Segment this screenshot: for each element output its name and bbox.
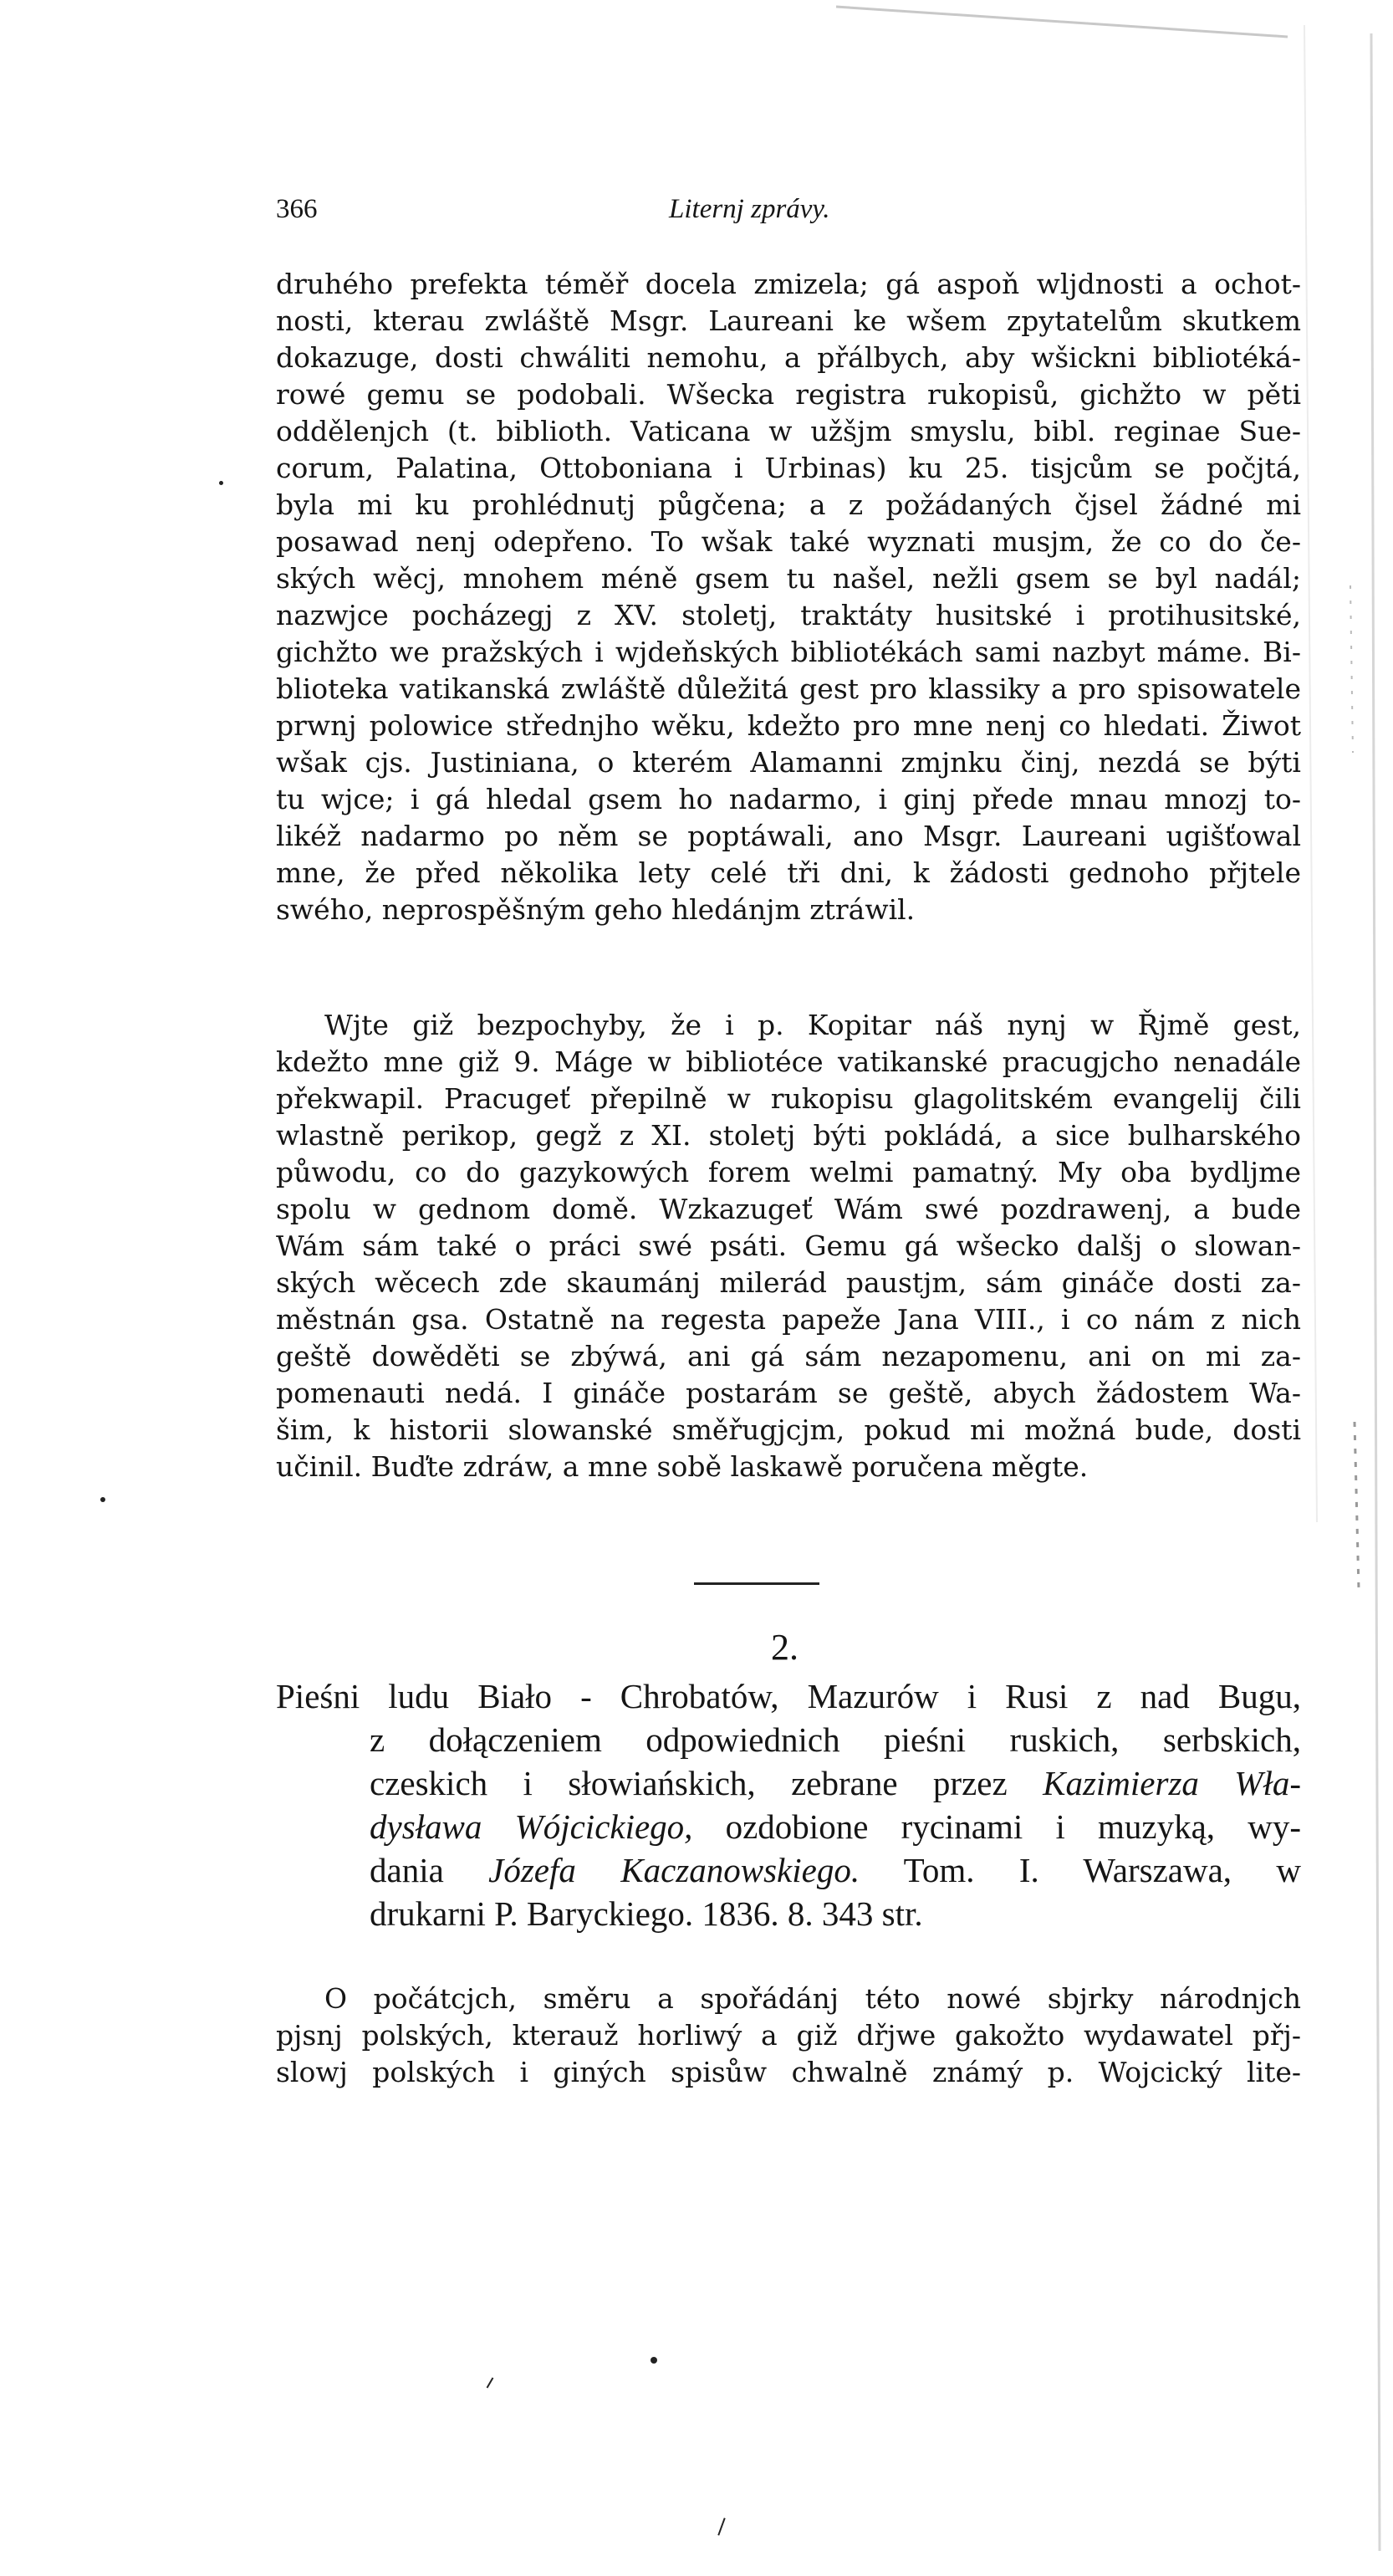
text-line: nosti, kterau zwláště Msgr. Laureani ke wšem zpytatelům skutkem [276,304,1301,337]
ink-speck [100,1497,105,1502]
text-line: corum, Palatina, Ottoboniana i Urbinas) ku 25. tisjcům se počjtá, [276,452,1301,484]
section-number: 2. [771,1627,799,1668]
text-line: Wám sám také o práci swé psáti. Gemu gá wšecko dalšj o slowan- [276,1229,1301,1262]
text-line: prwnj polowice střednjho wěku, kdežto pro mne nenj co hledati. Žiwot [276,709,1301,742]
review-paragraph [276,1981,1301,2091]
title-line: Pieśni ludu Biało - Chrobatów, Mazurów i Rusi z nad Bugu, [276,1677,1301,1715]
text-line: překwapil. Pracugeť přepilně w rukopisu glagolitském evangelij čili [276,1082,1301,1115]
text-line: likéž nadarmo po něm se poptáwali, ano Msgr. Laureani ugišťowal [276,820,1301,852]
text-line: půwodu, co do gazykowých forem welmi pamatný. My oba bydljme [276,1156,1301,1188]
text-line: pjsnj polských, kterauž horliwý a giž dřjwe gakožto wydawatel přj- [276,2019,1301,2052]
text-line: O počátcjch, směru a spořádánj této nowé sbjrky národnjch [324,1982,1301,2015]
ink-speck [219,481,223,485]
text-line: Wjte giž bezpochyby, že i p. Kopitar náš nynj w Řjmě gest, [324,1009,1301,1041]
text-line: rowé gemu se podobali. Wšecka registra rukopisů, gichžto w pěti [276,378,1301,411]
text-line: dokazuge, dosti chwáliti nemohu, a přálbych, aby wšickni bibliotéká- [276,341,1301,374]
page-number: 366 [276,194,318,224]
title-italic-part: dysława Wójcickiego, [370,1807,693,1846]
title-italic-part: Józefa Kaczanowskiego. [488,1851,860,1889]
text-line: gichžto we pražských i wjdeňských bibliotékách sami nazbyt máme. Bi- [276,636,1301,668]
title-line [370,1761,1301,1805]
text-line: šim, k historii slowanské směřugjcjm, pokud mi možná bude, dosti [276,1413,1301,1446]
text-line: byla mi ku prohlédnutj půgčena; a z požádaných čjsel žádné mi [276,488,1301,521]
text-line: kdežto mne giž 9. Máge w bibliotéce vatikanské pracugjcho nenadále [276,1045,1301,1078]
text-line: druhého prefekta téměř docela zmizela; gá aspoň wljdnosti a ochot- [276,268,1301,300]
ink-speck [651,2357,657,2364]
text-line: mne, že před několika lety celé tři dni, k žádosti gednoho přjtele [276,856,1301,889]
text-line: wšak cjs. Justiniana, o kterém Alamanni zmjnku činj, nezdá se býti [276,746,1301,779]
title-line: drukarni P. Baryckiego. 1836. 8. 343 str. [370,1894,923,1933]
text-line: učinil. Buďte zdráw, a mne sobě laskawě poručena měgte. [276,1450,1089,1483]
text-line: blioteka vatikanská zwláště důležitá gest pro klassiky a pro spisowatele [276,672,1301,705]
title-line [370,1805,1301,1848]
text-line: slowj polských i giných spisůw chwalně známý p. Wojcický lite- [276,2056,1301,2088]
text-line: ských wěcj, mnohem méně gsem tu našel, nežli gsem se byl nadál; [276,562,1301,595]
page-header [276,194,1301,233]
text-line: geště dowěděti se zbýwá, ani gá sám nezapomenu, ani on mi za- [276,1340,1301,1372]
ink-speck [717,2517,725,2535]
text-line: wlastně perikop, gegž z XI. stoletj býti pokládá, a sice bulharského [276,1119,1301,1152]
title-italic-part: Kazimierza Wła- [1043,1764,1301,1802]
letter-paragraph-1 [276,266,1301,928]
title-line [370,1848,1301,1892]
title-part: dania [370,1851,489,1889]
title-part: czeskich i słowiańskich, zebrane przez [370,1764,1043,1802]
book-title [276,1674,1301,1935]
text-line: ských wěcech zde skaumánj milerád paustjm, sám gináče dosti za- [276,1266,1301,1299]
text-line: městnán gsa. Ostatně na regesta papeže Jana VIII., i co nám z nich [276,1303,1301,1336]
title-part: Tom. I. Warszawa, w [860,1851,1301,1889]
section-separator [694,1582,819,1585]
text-line: tu wjce; i gá hledal gsem ho nadarmo, i ginj přede mnau mnozj to- [276,783,1301,815]
title-part: ozdobione rycinami i muzyką, wy- [692,1807,1301,1846]
letter-paragraph-2 [276,1007,1301,1485]
text-line: swého, neprospěšným geho hledánjm ztráwil. [276,893,916,926]
ink-speck [487,2377,494,2388]
text-line: pomenauti nedá. I gináče postarám se geště, abych žádostem Wa- [276,1377,1301,1409]
running-title: Liternj zprávy. [669,194,830,224]
text-line: oddělenjch (t. biblioth. Vaticana w užšjm smyslu, bibl. reginae Sue- [276,415,1301,447]
text-line: posawad nenj odepřeno. To wšak také wyznati musjm, že co do če- [276,525,1301,558]
text-line: spolu w gednom domě. Wzkazugeť Wám swé pozdrawenj, a bude [276,1193,1301,1225]
title-line: z dołączeniem odpowiednich pieśni ruskich, serbskich, [370,1720,1301,1759]
text-line: nazwjce pocházegj z XV. stoletj, traktáty husitské i protihusitské, [276,599,1301,631]
